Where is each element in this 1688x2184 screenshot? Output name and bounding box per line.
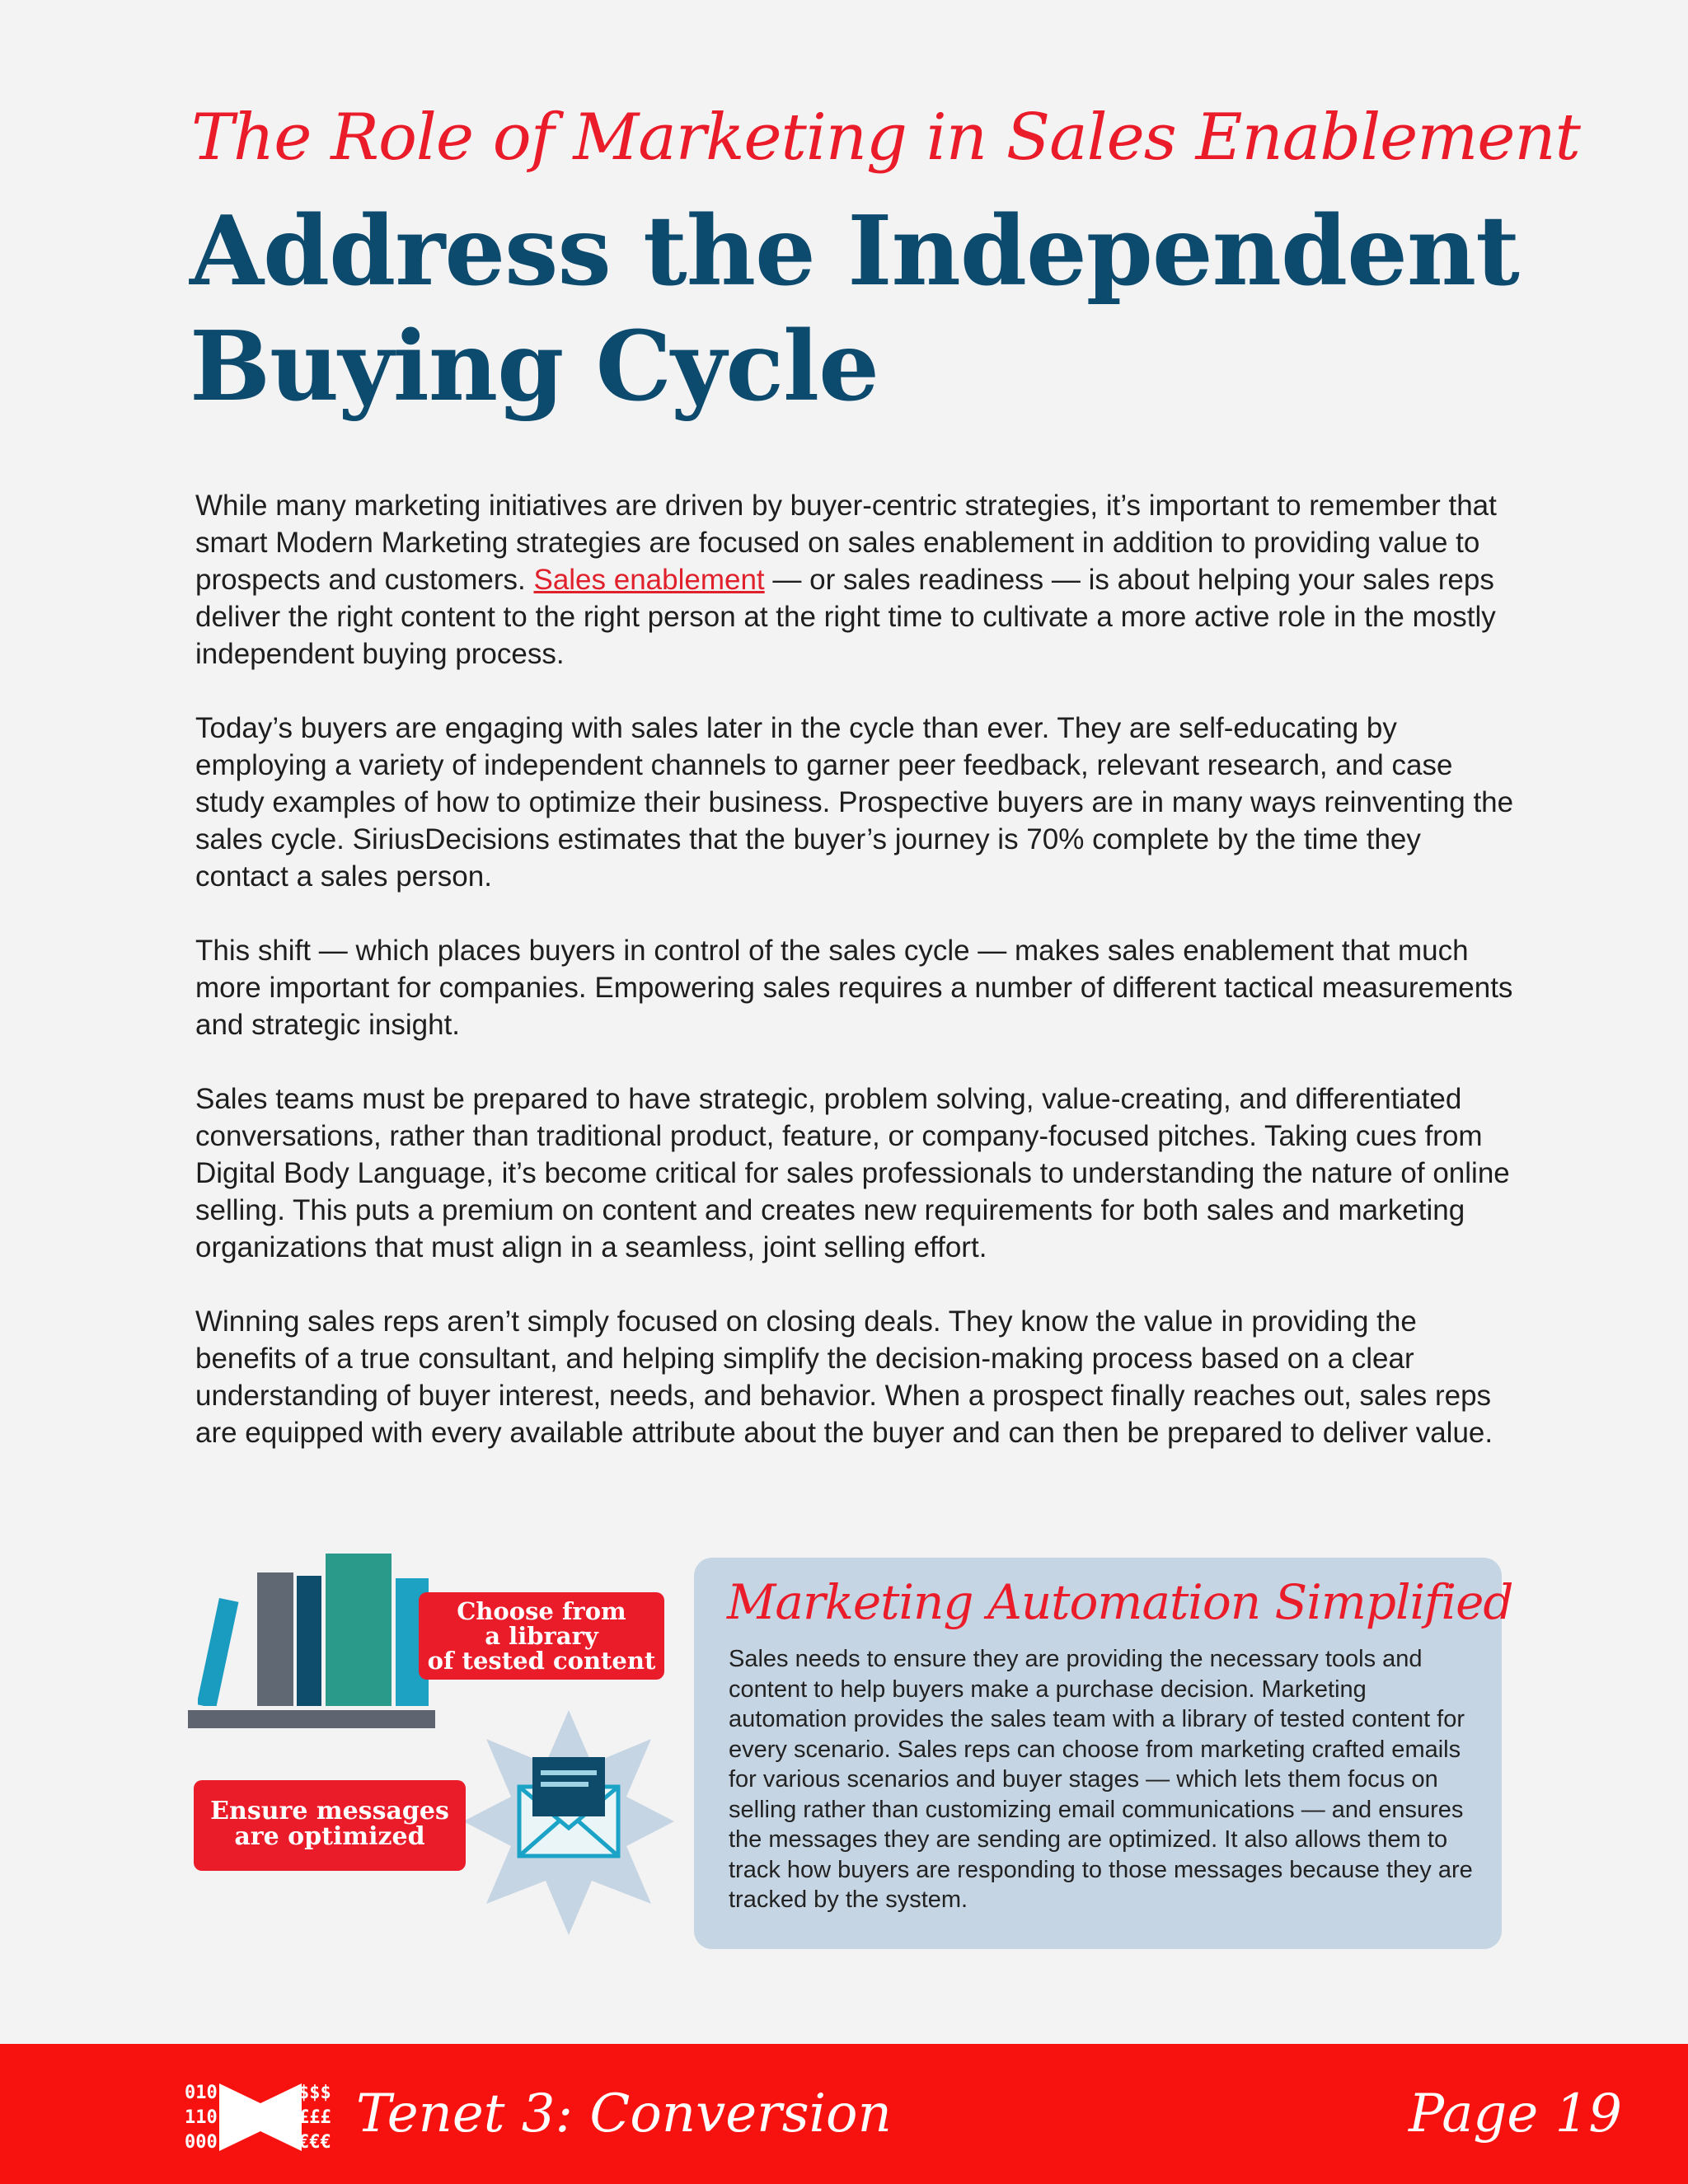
illustration bbox=[181, 1541, 676, 1945]
conversion-logo-icon bbox=[183, 2079, 338, 2156]
paragraph-2: Today’s buyers are engaging with sales later in the cycle than ever. They are self-educating by employing a variety of independent channels to garner peer feedback, relevant research, and case study examples of how to optimize their business. Prospective buyers are in many ways reinventing the sales cycle. SiriusDecisions estimates that the buyer’s journey is 70% complete by the time they contact a sales person. bbox=[195, 712, 1514, 893]
burst-shape bbox=[462, 1706, 676, 1938]
logo-currency-1: $$$ bbox=[298, 2083, 331, 2103]
page-number: Page 19 bbox=[1409, 2083, 1622, 2144]
books-icon bbox=[198, 1541, 429, 1706]
callout-choose-library: Choose from a library of tested content bbox=[419, 1592, 664, 1680]
page-title-line1: Address the Independent bbox=[190, 195, 1519, 307]
bookshelf bbox=[188, 1710, 435, 1728]
paragraph-4: Sales teams must be prepared to have strategic, problem solving, value-creating, and differentiated conversations, rather than traditional product, feature, or company-focused pitches. Taking cues from Digital Body Language, it’s become critical for sales professionals to understanding the nature of online selling. This puts a premium on content and creates new requirements for both sales and marketing organizations that must align in a seamless, joint selling effort. bbox=[195, 1083, 1510, 1263]
section-kicker: The Role of Marketing in Sales Enablement bbox=[191, 101, 1581, 175]
logo-currency-3: €€€ bbox=[298, 2132, 331, 2153]
logo-currency-2: £££ bbox=[298, 2107, 331, 2128]
marketing-automation-box bbox=[694, 1558, 1513, 1949]
page-title bbox=[190, 194, 1550, 424]
callout-ensure-messages: Ensure messages are optimized bbox=[194, 1780, 466, 1871]
envelope-icon bbox=[519, 1757, 618, 1856]
paragraph-5: Winning sales reps aren’t simply focused on closing deals. They know the value in providing the benefits of a true consultant, and helping simplify the decision-making process based on a clear understanding of buyer interest, needs, and behavior. When a prospect finally reaches out, sales reps are equipped with every available attribute about the buyer and can then be prepared to deliver value. bbox=[195, 1305, 1493, 1449]
sidebox-title: Marketing Automation Simplified bbox=[727, 1574, 1513, 1630]
logo-binary-2: 110 bbox=[185, 2107, 218, 2128]
footer-bar bbox=[0, 2044, 1688, 2184]
logo-binary-1: 010 bbox=[185, 2083, 218, 2103]
logo-binary-3: 000 bbox=[185, 2132, 218, 2153]
page-title-line2: Buying Cycle bbox=[190, 311, 879, 423]
sales-enablement-link[interactable]: Sales enablement bbox=[533, 564, 765, 596]
body-text bbox=[195, 487, 1514, 1488]
paragraph-1: While many marketing initiatives are driven by buyer-centric strategies, it’s important to remember that smart Modern Marketing strategies are focused on sales enablement in addition to providing value to prospects and customers. Sales enablement — or sales readiness — is about helping your sales reps deliver the right content to the right person at the right time to cultivate a more active role in the mostly independent buying process. bbox=[195, 490, 1497, 670]
footer-section-title: Tenet 3: Conversion bbox=[356, 2083, 892, 2144]
paragraph-3: This shift — which places buyers in control of the sales cycle — makes sales enablement that much more important for companies. Empowering sales requires a number of different tactical measurements and strategic insight. bbox=[195, 935, 1513, 1041]
sidebox-text: Sales needs to ensure they are providing the necessary tools and content to help buyers make a purchase decision. Marketing automation provides the sales team with a library of tested content for every scenario. Sales reps can choose from marketing crafted emails for various scenarios and buyer stages — which lets them focus on selling rather than customizing email communications — and ensures the messages they are sending are optimized. It also allows them to track how buyers are responding to those messages because they are tracked by the system. bbox=[729, 1646, 1473, 1913]
